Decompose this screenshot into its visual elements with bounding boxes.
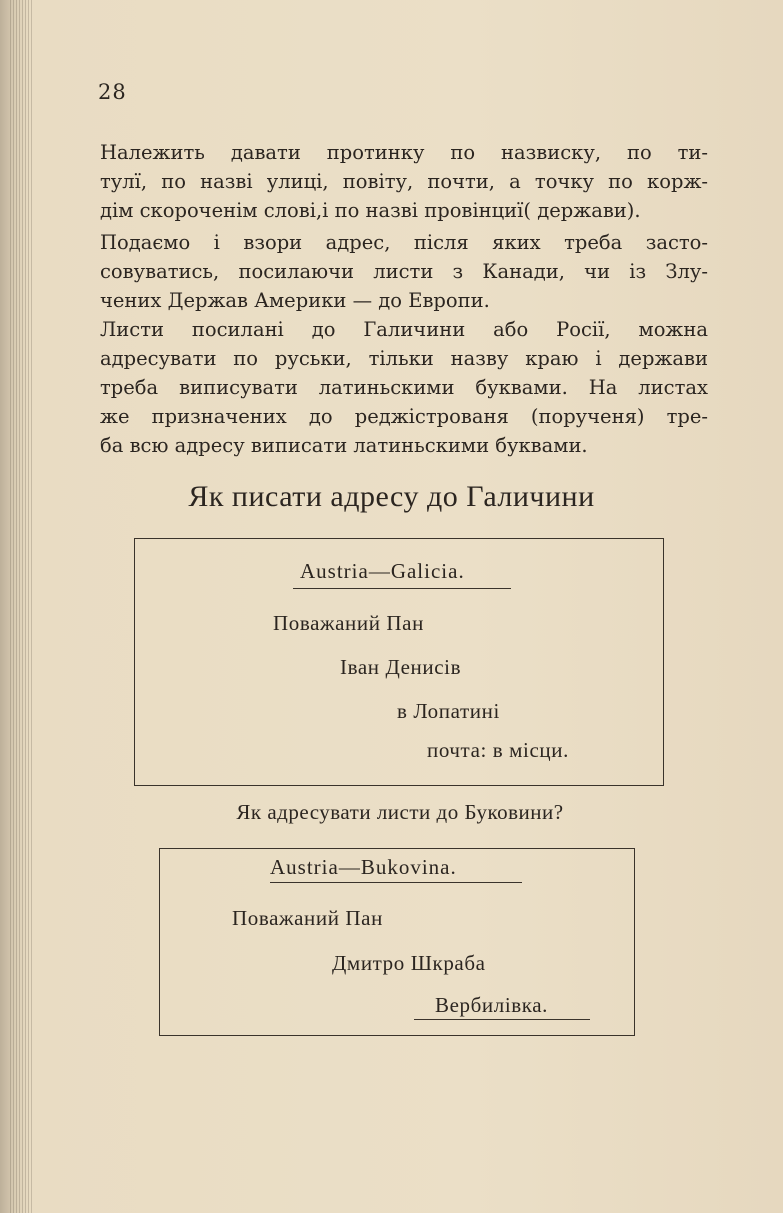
bukovina-recipient-name: Дмитро Шкраба — [332, 951, 486, 975]
bukovina-heading: Як адресувати листи до Буковини? — [236, 800, 564, 824]
galicia-recipient-name: Іван Денисів — [340, 655, 462, 679]
text-line: тулї, по назві улиці, повіту, почти, а точку по корж- — [100, 170, 708, 193]
text-line: адресувати по руськи, тільки назву краю і держави — [100, 347, 708, 370]
galicia-country-label: Austria—Galicia. — [300, 559, 465, 583]
bukovina-salutation: Поважаний Пан — [232, 906, 383, 930]
text-line: Належить давати протинку по назвиску, по ти- — [100, 141, 708, 164]
galicia-salutation: Поважаний Пан — [273, 611, 424, 635]
text-line: Листи посилані до Галичини або Росії, можна — [100, 318, 708, 341]
galicia-village: в Лопатині — [397, 699, 500, 723]
bukovina-country-underline — [270, 882, 522, 883]
bukovina-country-label: Austria—Bukovina. — [270, 855, 457, 879]
page-number: 28 — [98, 80, 127, 104]
text-line: же призначених до реджістрованя (порученя) тре- — [100, 405, 708, 428]
paragraph-punctuation — [100, 138, 708, 225]
text-line: ба всю адресу виписати латиньскими буквами. — [100, 434, 588, 457]
galicia-post-office: почта: в місци. — [427, 738, 569, 762]
text-line: дім скороченім слові,і по назві провінциї( держави). — [100, 199, 641, 222]
galicia-envelope-frame — [134, 538, 664, 786]
paragraph-latin-letters — [100, 315, 708, 460]
bukovina-village: Вербилівка. — [435, 993, 549, 1017]
paragraph-address-samples — [100, 228, 708, 315]
galicia-heading: Як писати адресу до Галичини — [188, 480, 595, 513]
text-line: чених Держав Америки — до Европи. — [100, 289, 490, 312]
bukovina-village-underline — [414, 1019, 590, 1020]
text-line: треба виписувати латиньскими буквами. На листах — [100, 376, 708, 399]
text-line: совуватись, посилаючи листи з Канади, чи із Злу- — [100, 260, 708, 283]
bukovina-envelope-frame — [159, 848, 635, 1036]
text-line: Подаємо і взори адрес, після яких треба засто- — [100, 231, 708, 254]
galicia-country-underline — [293, 588, 511, 589]
book-spine-edge — [10, 0, 32, 1213]
